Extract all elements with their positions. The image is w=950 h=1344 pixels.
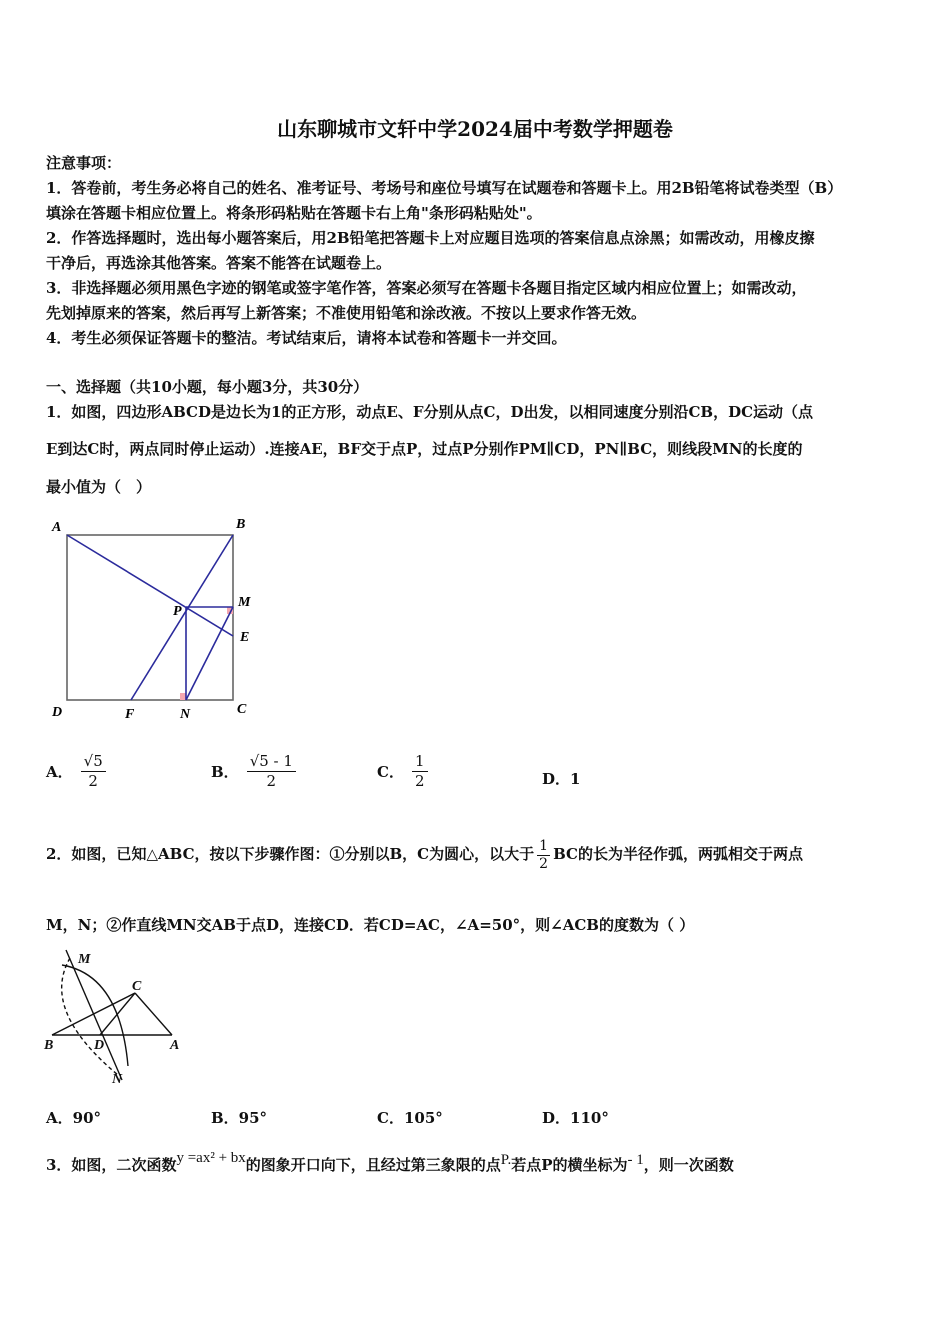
q2-text: M，N；②作直线MN交AB于点D，连接CD．若CD=AC，∠A=50°，则∠ACB的度数为（ ） — [46, 916, 695, 934]
q1-text: 最小值为（ ） — [46, 478, 152, 496]
q2-option-b[interactable]: B．95° — [211, 1109, 268, 1127]
q2-option-a[interactable]: A．90° — [46, 1109, 102, 1127]
q1-option-a-value: $\frac{√5}{2}$ — [81, 752, 106, 791]
notice-line: 3．非选择题必须用黑色字迹的钢笔或签字笔作答，答案必须写在答题卡各题目指定区域内相应位置上；如需改动， — [46, 279, 807, 297]
notice-line: 1．答卷前，考生务必将自己的姓名、准考证号、考场号和座位号填写在试题卷和答题卡上。用2B铅笔将试卷类型（B） — [46, 179, 843, 197]
option-key: C． — [377, 763, 404, 781]
label-e: E — [240, 630, 250, 645]
label-a: A — [52, 520, 62, 535]
q1-option-c[interactable] — [377, 752, 428, 791]
notice-line: 填涂在答题卡相应位置上。将条形码粘贴在答题卡右上角"条形码粘贴处"。 — [46, 204, 542, 222]
q3-formula: y =ax² + bx — [176, 1150, 246, 1166]
q1-text: E到达C时，两点同时停止运动）.连接AE，BF交于点P，过点P分别作PM∥CD，PN∥BC，则线段MN的长度的 — [46, 440, 803, 458]
section-heading: 一、选择题（共10小题，每小题3分，共30分） — [46, 378, 369, 396]
label-n: N — [180, 707, 191, 722]
label-f: F — [125, 707, 135, 722]
option-key: A． — [46, 763, 73, 781]
label-m: M — [238, 595, 251, 610]
label-n: N — [112, 1072, 123, 1087]
q1-option-a[interactable] — [46, 752, 106, 791]
q2-fraction: $\frac{1}{2}$ — [539, 837, 549, 872]
notice-line: 4．考生必须保证答题卡的整洁。考试结束后，请将本试卷和答题卡一并交回。 — [46, 329, 567, 347]
notice-heading: 注意事项： — [46, 154, 122, 172]
label-b: B — [236, 517, 246, 532]
notice-line: 2．作答选择题时，选出每小题答案后，用2B铅笔把答题卡上对应题目选项的答案信息点涂黑；如需改动，用橡皮擦 — [46, 229, 815, 247]
q3-text: 3．如图，二次函数y =ax² + bx的图象开口向下，且经过第三象限的点P.若点P的横坐标为- 1，则一次函数 — [46, 1150, 734, 1174]
label-d: D — [94, 1038, 105, 1053]
label-c: C — [132, 979, 142, 994]
label-a: A — [170, 1038, 180, 1053]
label-p: P — [173, 604, 182, 619]
q1-option-b[interactable] — [211, 752, 296, 791]
option-key: B． — [211, 763, 239, 781]
label-d: D — [52, 705, 63, 720]
page-title: 山东聊城市文轩中学2024届中考数学押题卷 — [277, 117, 673, 141]
label-b: B — [44, 1038, 54, 1053]
notice-line: 干净后，再选涂其他答案。答案不能答在试题卷上。 — [46, 254, 392, 272]
q1-option-d[interactable]: D． 1 — [542, 769, 581, 788]
label-m: M — [78, 952, 91, 967]
notice-line: 先划掉原来的答案，然后再写上新答案；不准使用铅笔和涂改液。不按以上要求作答无效。 — [46, 304, 647, 322]
q2-option-d[interactable]: D．110° — [542, 1109, 609, 1127]
q2-text: 2．如图，已知△ABC，按以下步骤作图：①分别以B，C为圆心，以大于 $\frac{1}{2}$ BC的长为半径作弧，两弧相交于两点 — [46, 837, 803, 872]
q1-figure — [0, 510, 270, 730]
q2-figure — [0, 945, 200, 1090]
q1-text: 1．如图，四边形ABCD是边长为1的正方形，动点E、F分别从点C，D出发，以相同速度分别沿CB，DC运动（点 — [46, 403, 814, 421]
label-c: C — [237, 702, 247, 717]
q1-option-b-value: $\frac{√5 - 1}{2}$ — [247, 752, 296, 791]
q2-option-c[interactable]: C．105° — [377, 1109, 443, 1127]
q1-option-c-value: $\frac{1}{2}$ — [412, 752, 428, 791]
